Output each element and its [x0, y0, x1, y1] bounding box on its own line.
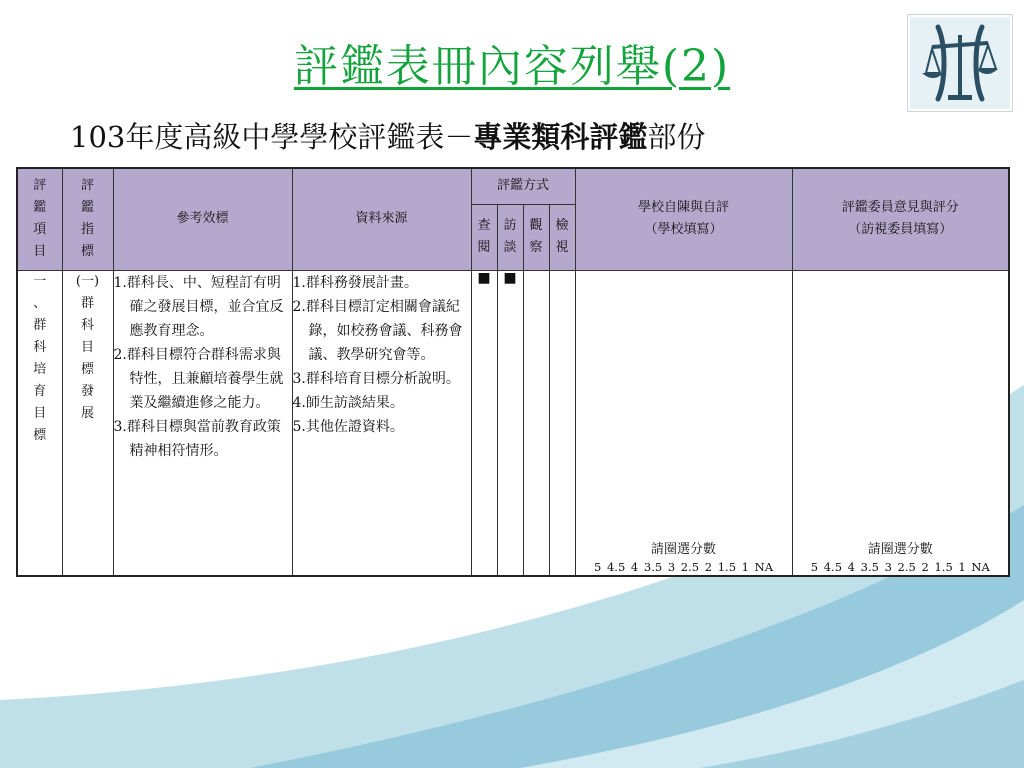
header-reference: 參考效標 [113, 168, 292, 270]
source-entry: 1.群科務發展計畫。 [292, 274, 418, 291]
reference-entry: 1.群科長、中、短程訂有明確之發展目標，並合宜反應教育理念。 [113, 274, 284, 339]
subtitle-suffix: 部份 [647, 120, 706, 154]
header-self-eval: 學校自陳與自評 （學校填寫） [575, 168, 792, 270]
cell-item: 一 、 群 科 培 育 目 標 [17, 270, 62, 576]
committee-score-options[interactable]: 5 4.5 4 3.5 3 2.5 2 1.5 1 NA [810, 560, 990, 574]
checkbox-interview[interactable]: ■ [497, 270, 523, 576]
header-method-interview: 訪 談 [497, 204, 523, 270]
scales-of-justice-logo [907, 14, 1013, 112]
evaluation-table [16, 167, 1010, 577]
header-item: 評 鑑 項 目 [17, 168, 62, 270]
source-entry: 4.師生訪談結果。 [292, 394, 404, 411]
reference-entry: 2.群科目標符合群科需求與特性，且兼顧培養學生就業及繼續進修之能力。 [113, 346, 284, 411]
header-source: 資料來源 [292, 168, 471, 270]
slide-title: 評鑑表冊內容列舉(2) [293, 41, 731, 92]
reference-entry: 3.群科目標與當前教育政策精神相符情形。 [113, 418, 281, 459]
cell-committee[interactable] [792, 270, 1009, 576]
subtitle-bold: 專業類科評鑑 [473, 120, 648, 154]
header-method-review: 查 閱 [471, 204, 497, 270]
header-method-observe: 觀 察 [523, 204, 549, 270]
checkbox-observe[interactable] [523, 270, 549, 576]
committee-score-label: 請圈選分數 [867, 542, 933, 557]
header-method: 評鑑方式 [471, 168, 575, 204]
subtitle-prefix: 103年度高級中學學校評鑑表－ [70, 120, 474, 154]
cell-reference [113, 270, 292, 576]
cell-source [292, 270, 471, 576]
source-entry: 2.群科目標訂定相關會議紀錄，如校務會議、科務會議、教學研究會等。 [292, 298, 463, 363]
self-eval-score-options[interactable]: 5 4.5 4 3.5 3 2.5 2 1.5 1 NA [594, 560, 774, 574]
scales-icon [908, 15, 1012, 111]
header-method-inspect: 檢 視 [549, 204, 575, 270]
self-eval-score-label: 請圈選分數 [651, 542, 717, 557]
source-entry: 3.群科培育目標分析說明。 [292, 370, 460, 387]
header-committee: 評鑑委員意見與評分 （訪視委員填寫） [792, 168, 1009, 270]
checkbox-inspect[interactable] [549, 270, 575, 576]
header-indicator: 評 鑑 指 標 [62, 168, 113, 270]
slide-subtitle [70, 115, 970, 156]
source-entry: 5.其他佐證資料。 [292, 418, 404, 435]
cell-indicator: (一) 群 科 目 標 發 展 [62, 270, 113, 576]
cell-self-eval[interactable] [575, 270, 792, 576]
checkbox-review[interactable]: ■ [471, 270, 497, 576]
